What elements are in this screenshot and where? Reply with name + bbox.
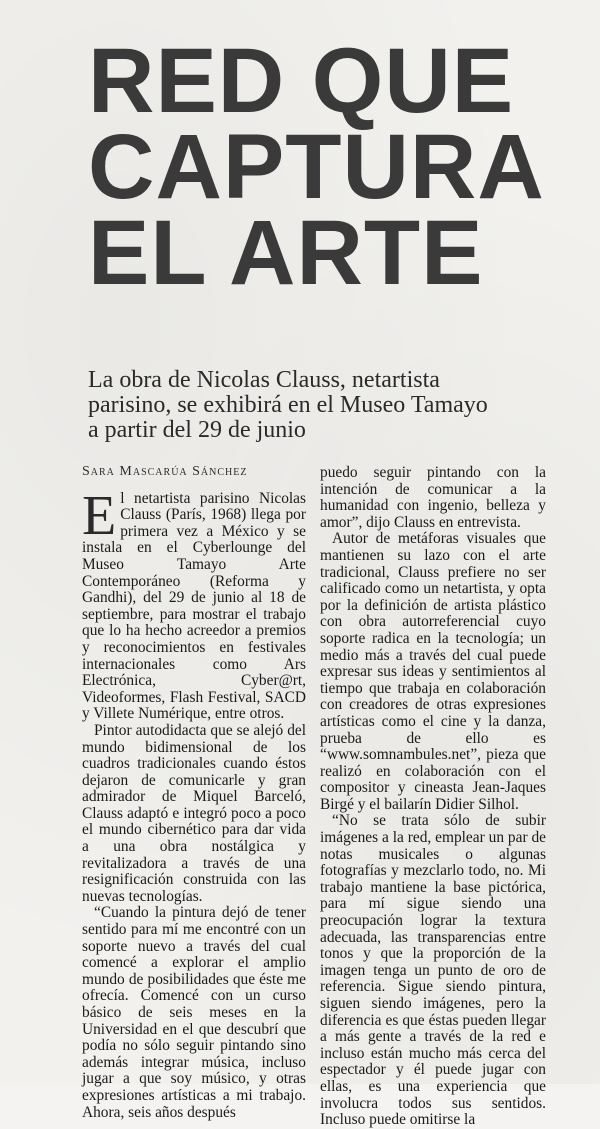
byline: Sara Mascarúa Sánchez [82, 464, 248, 479]
paragraph-text: l netartista parisino Nicolas Clauss (París, 1968) llega por primera vez a México y se instala en el Cyberlounge del Museo Tamayo Arte Contemporáneo (Reforma y Gandhi), del 29 de junio al 18 de septiembre, para mostrar el trabajo que lo ha hecho acreedor a premios y reconocimientos en festivales internacionales como Ars Electrónica, Cyber@rt, Videoformes, Flash Festival, SACD y Villete Numérique, entre otros. [82, 489, 306, 723]
paragraph: Autor de metáforas visuales que mantienen su lazo con el arte tradicional, Clauss prefiere no ser calificado como un netartista, y opta por la definición de artista plástico con obra autorreferencial cuyo soporte radica en la tecnología; un medio más a través del cual puede expresar sus ideas y sentimientos al tiempo que trabaja en colaboración con creadores de otras expresiones artísticas como el cine y la danza, prueba de ello es “www.somnambules.net”, pieza que realizó en colaboración con el compositor y cineasta Jean-Jaques Birgé y el bailarín Didier Silhol. [320, 530, 546, 813]
paragraph: puedo seguir pintando con la intención de comunicar a la humanidad con ingenio, belleza y amor”, dijo Clauss en entrevista. [320, 464, 546, 531]
article-column-right [320, 465, 546, 1129]
paragraph: “Cuando la pintura dejó de tener sentido para mí me encontré con un soporte nuevo a través del cual comencé a explorar el amplio mundo de posibilidades que éste me ofrecía. Comencé con un curso básico de seis meses en la Universidad en el que descubrí que podía no sólo seguir pintando sino además integrar música, incluso jugar a que soy músico, y otras expresiones artísticas a mi trabajo. Ahora, seis años después [82, 904, 306, 1121]
article-column-left [82, 464, 306, 1121]
paragraph [82, 484, 306, 723]
paragraph: “No se trata sólo de subir imágenes a la red, emplear un par de notas musicales o algunas fotografías y mezclarlo todo, no. Mi trabajo mantiene la base pictórica, para mí sigue siendo una preocupación lograr la textura adecuada, las transparencias entre tonos y que la proporción de la imagen tenga un punto de oro de referencia. Sigue siendo pintura, siguen siendo imágenes, pero la diferencia es que éstas pueden llegar a más gente a través de la red e incluso están mucho más cerca del espectador y él puede jugar con ellas, es una experiencia que involucra todos sus sentidos. Incluso puede omitirse la [320, 812, 546, 1129]
deck-subtitle: La obra de Nicolas Clauss, netartista parisino, se exhibirá en el Museo Tamayo a partir del 29 de junio [88, 367, 488, 443]
headline [88, 30, 558, 304]
drop-cap: E [82, 484, 117, 547]
headline-line-1: RED QUE [88, 30, 515, 132]
headline-line-2: CAPTURA [88, 116, 545, 218]
paragraph: Pintor autodidacta que se alejó del mundo bidimensional de los cuadros tradicionales cuando éstos dejaron de comunicarle y gran admirador de Miquel Barceló, Clauss adaptó e integró poco a poco el mundo cibernético para dar vida a una obra nostálgica y revitalizadora a través de una resignificación construida con las nuevas tecnologías. [82, 721, 306, 905]
headline-line-3: EL ARTE [88, 202, 484, 304]
